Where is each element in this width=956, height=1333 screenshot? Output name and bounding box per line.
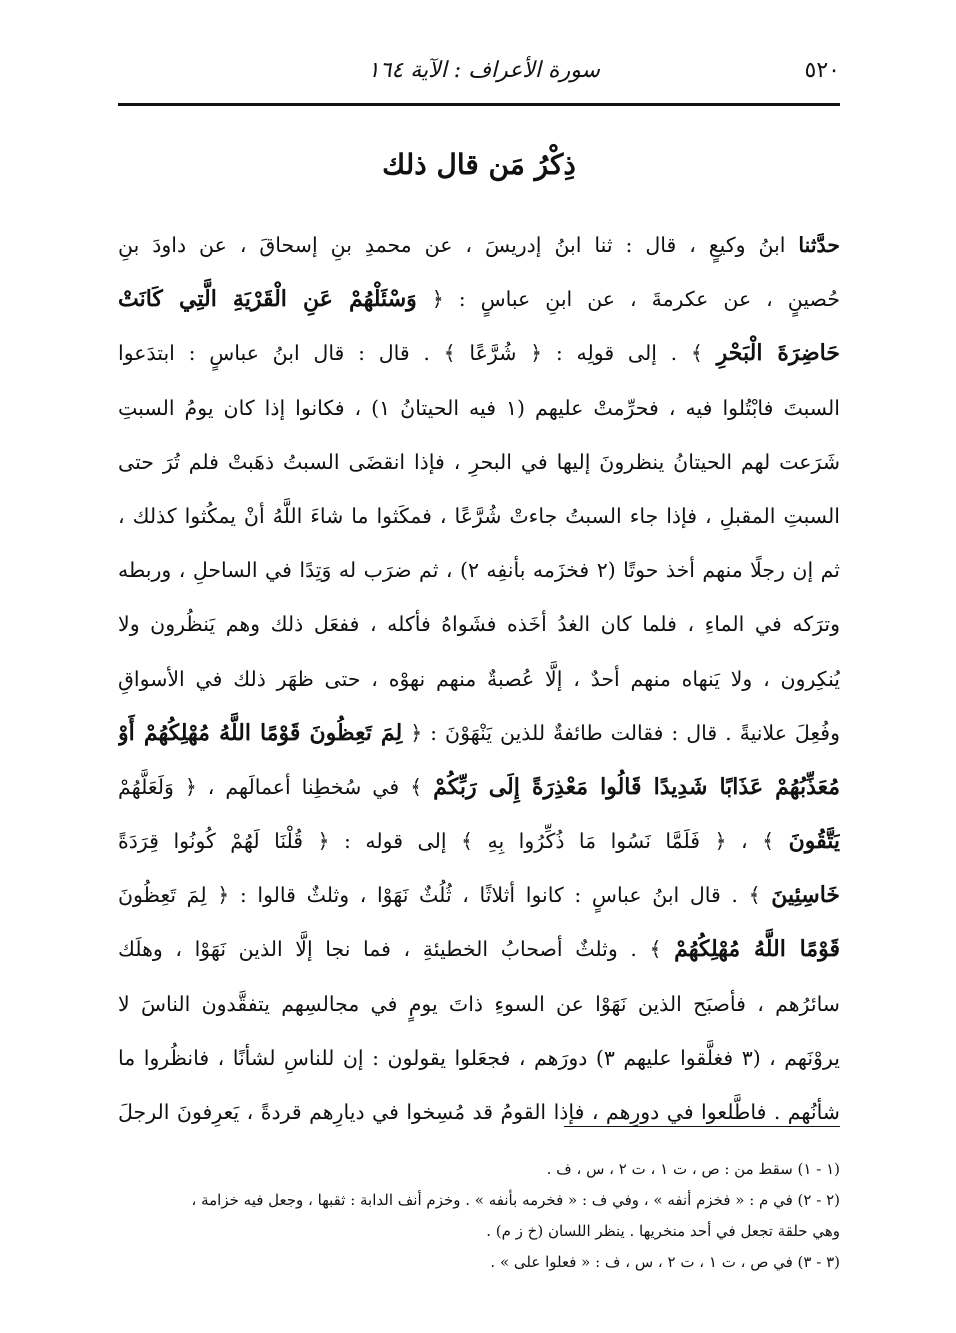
quran-text: يَتَّقُونَ [788,828,840,855]
body-line [118,543,840,597]
line-text: سائرُهم ، فأصبَح الذين نَهَوْا عن السوءِ ذاتَ يومٍ في مجالسِهم يتفقَّدون الناسَ لا [118,991,840,1016]
line-text: حُصينٍ ، عن عكرمةَ ، عن ابنِ عباسٍ : ﴿ [416,287,840,312]
footnote: (٢ - ٢) في م : « فخزم أنفه » ، وفي ف : « فخرمه بأنفه » . وخزم أنف الدابة : ثقبها ، وجعل فيه خزامة ، [191,1191,840,1209]
page-header [118,52,840,92]
line-text: ﴾ . وثلثٌ أصحابُ الخطيئةِ ، فما نجا إلَّا الذين نَهَوْا ، وهلَك [118,937,675,962]
line-text: شأنُهم . فاطَّلعوا في دورِهم ، فإذا القومُ قد مُسِخوا في ديارِهم قردةً ، يَعرِفونَ الرجلَ [118,1100,840,1124]
quran-text: خَاسِئِينَ [771,882,840,909]
body-line [118,218,840,272]
line-text: شَرَعت لهم الحيتانُ ينظرونَ إليها في البحرِ ، فإذا انقضَى السبتُ ذهَبتْ فلم تُرَ حتى [118,449,840,474]
footnotes [118,1154,840,1278]
footnote-rule [564,1126,840,1127]
body-line [118,326,840,380]
line-text: ﴾ في سُخطِنا أعمالَهم ، ﴿ وَلَعَلَّهُمْ [118,774,434,799]
quran-text: لِمَ تَعِظُونَ قَوْمًا اللَّهُ مُهْلِكُهُمْ أَوْ [118,719,403,746]
body-line [118,760,840,814]
section-title: ذِكْرُ مَن قال ذلك [382,148,576,181]
body-line [118,272,840,326]
line-text: ﴾ . قال ابنُ عباسٍ : كانوا أثلاثًا ، ثُلُثٌ نَهَوْا ، وثلثٌ قالوا : ﴿ لِمَ تَعِظُونَ [118,883,772,908]
body-line [118,814,840,868]
quran-text: قَوْمًا اللَّهُ مُهْلِكُهُمْ [674,936,840,963]
page-number: ٥٢٠ [804,58,840,83]
line-text: السبتَ فابْتُلوا فيه ، فحرِّمتْ عليهم (١ فيه الحيتانُ ١) ، فكانوا إذا كان يومُ السبتِ [118,395,840,420]
quran-text: حَاضِرَةَ الْبَحْرِ [716,340,840,367]
body-line [118,868,840,922]
body-text [118,218,840,1139]
body-line [118,706,840,760]
line-lead: حدَّثنا [798,233,840,257]
body-line [118,489,840,543]
footnote: وهي حلقة تجعل في أحد منخريها . ينظر اللسان (خ ز م) . [486,1222,840,1240]
line-text: السبتِ المقبلِ ، فإذا جاء السبتُ جاءتْ شُرَّعًا ، فمكَثوا ما شاءَ اللَّهُ أنْ يمكُثوا كذلك ، [118,503,840,528]
body-line [118,977,840,1031]
running-head: سورة الأعراف : الآية ١٦٤ [367,58,600,83]
body-line [118,435,840,489]
line-text: ثم إن رجلًا منهم أخذ حوتًا (٢ فخزَمه بأنفِه ٢) ، ثم ضرَب له وَتِدًا في الساحلِ ، وربطه [118,558,840,583]
line-text: يُنكِرون ، ولا يَنهاه منهم أحدٌ ، إلَّا عُصبةٌ منهم نهوْه ، حتى ظهَر ذلك في الأسواقِ [118,666,840,691]
footnote: (٣ - ٣) في ص ، ت ١ ، ت ٢ ، س ، ف : « فعلوا على » . [490,1253,840,1271]
line-text: يروْنَهم ، (٣ فغلَّقوا عليهم ٣) دورَهم ، فجعَلوا يقولون : إن للناسِ لشأنًا ، فانظُروا ما [118,1045,840,1070]
header-rule [118,103,840,106]
body-line [118,1085,840,1139]
body-line [118,1031,840,1085]
footnote: (١ - ١) سقط من : ص ، ت ١ ، ت ٢ ، س ، ف . [546,1160,840,1178]
body-line [118,652,840,706]
body-line [118,597,840,651]
line-text: وترَكه في الماءِ ، فلما كان الغدُ أخَذه فشَواهُ فأكله ، ففعَل ذلك وهم يَنظُرون ولا [118,612,840,637]
line-text: ﴾ ، ﴿ فَلَمَّا نَسُوا مَا ذُكِّرُوا بِهِ ﴾ إلى قوله : ﴿ قُلْنَا لَهُمْ كُونُوا قِرَدَةً [118,829,789,854]
body-line [118,381,840,435]
line-text: ﴾ . إلى قولِه : ﴿ شُرَّعًا ﴾ . قال : قال ابنُ عباسٍ : ابتدَعوا [118,341,717,366]
line-text: ابنُ وكيعٍ ، قال : ثنا ابنُ إدريسَ ، عن محمدِ بنِ إسحاقَ ، عن داودَ بنِ [118,233,799,257]
line-text: وفُعِلَ علانيةً . قال : فقالت طائفةٌ للذين يَنْهَوْنَ : ﴿ [402,720,840,745]
body-line [118,922,840,976]
quran-text: مُعَذِّبُهُمْ عَذَابًا شَدِيدًا قَالُوا مَعْذِرَةً إِلَى رَبِّكُمْ [433,773,840,800]
quran-text: وَسْئَلْهُمْ عَنِ الْقَرْيَةِ الَّتِي كَانَتْ [118,286,417,313]
